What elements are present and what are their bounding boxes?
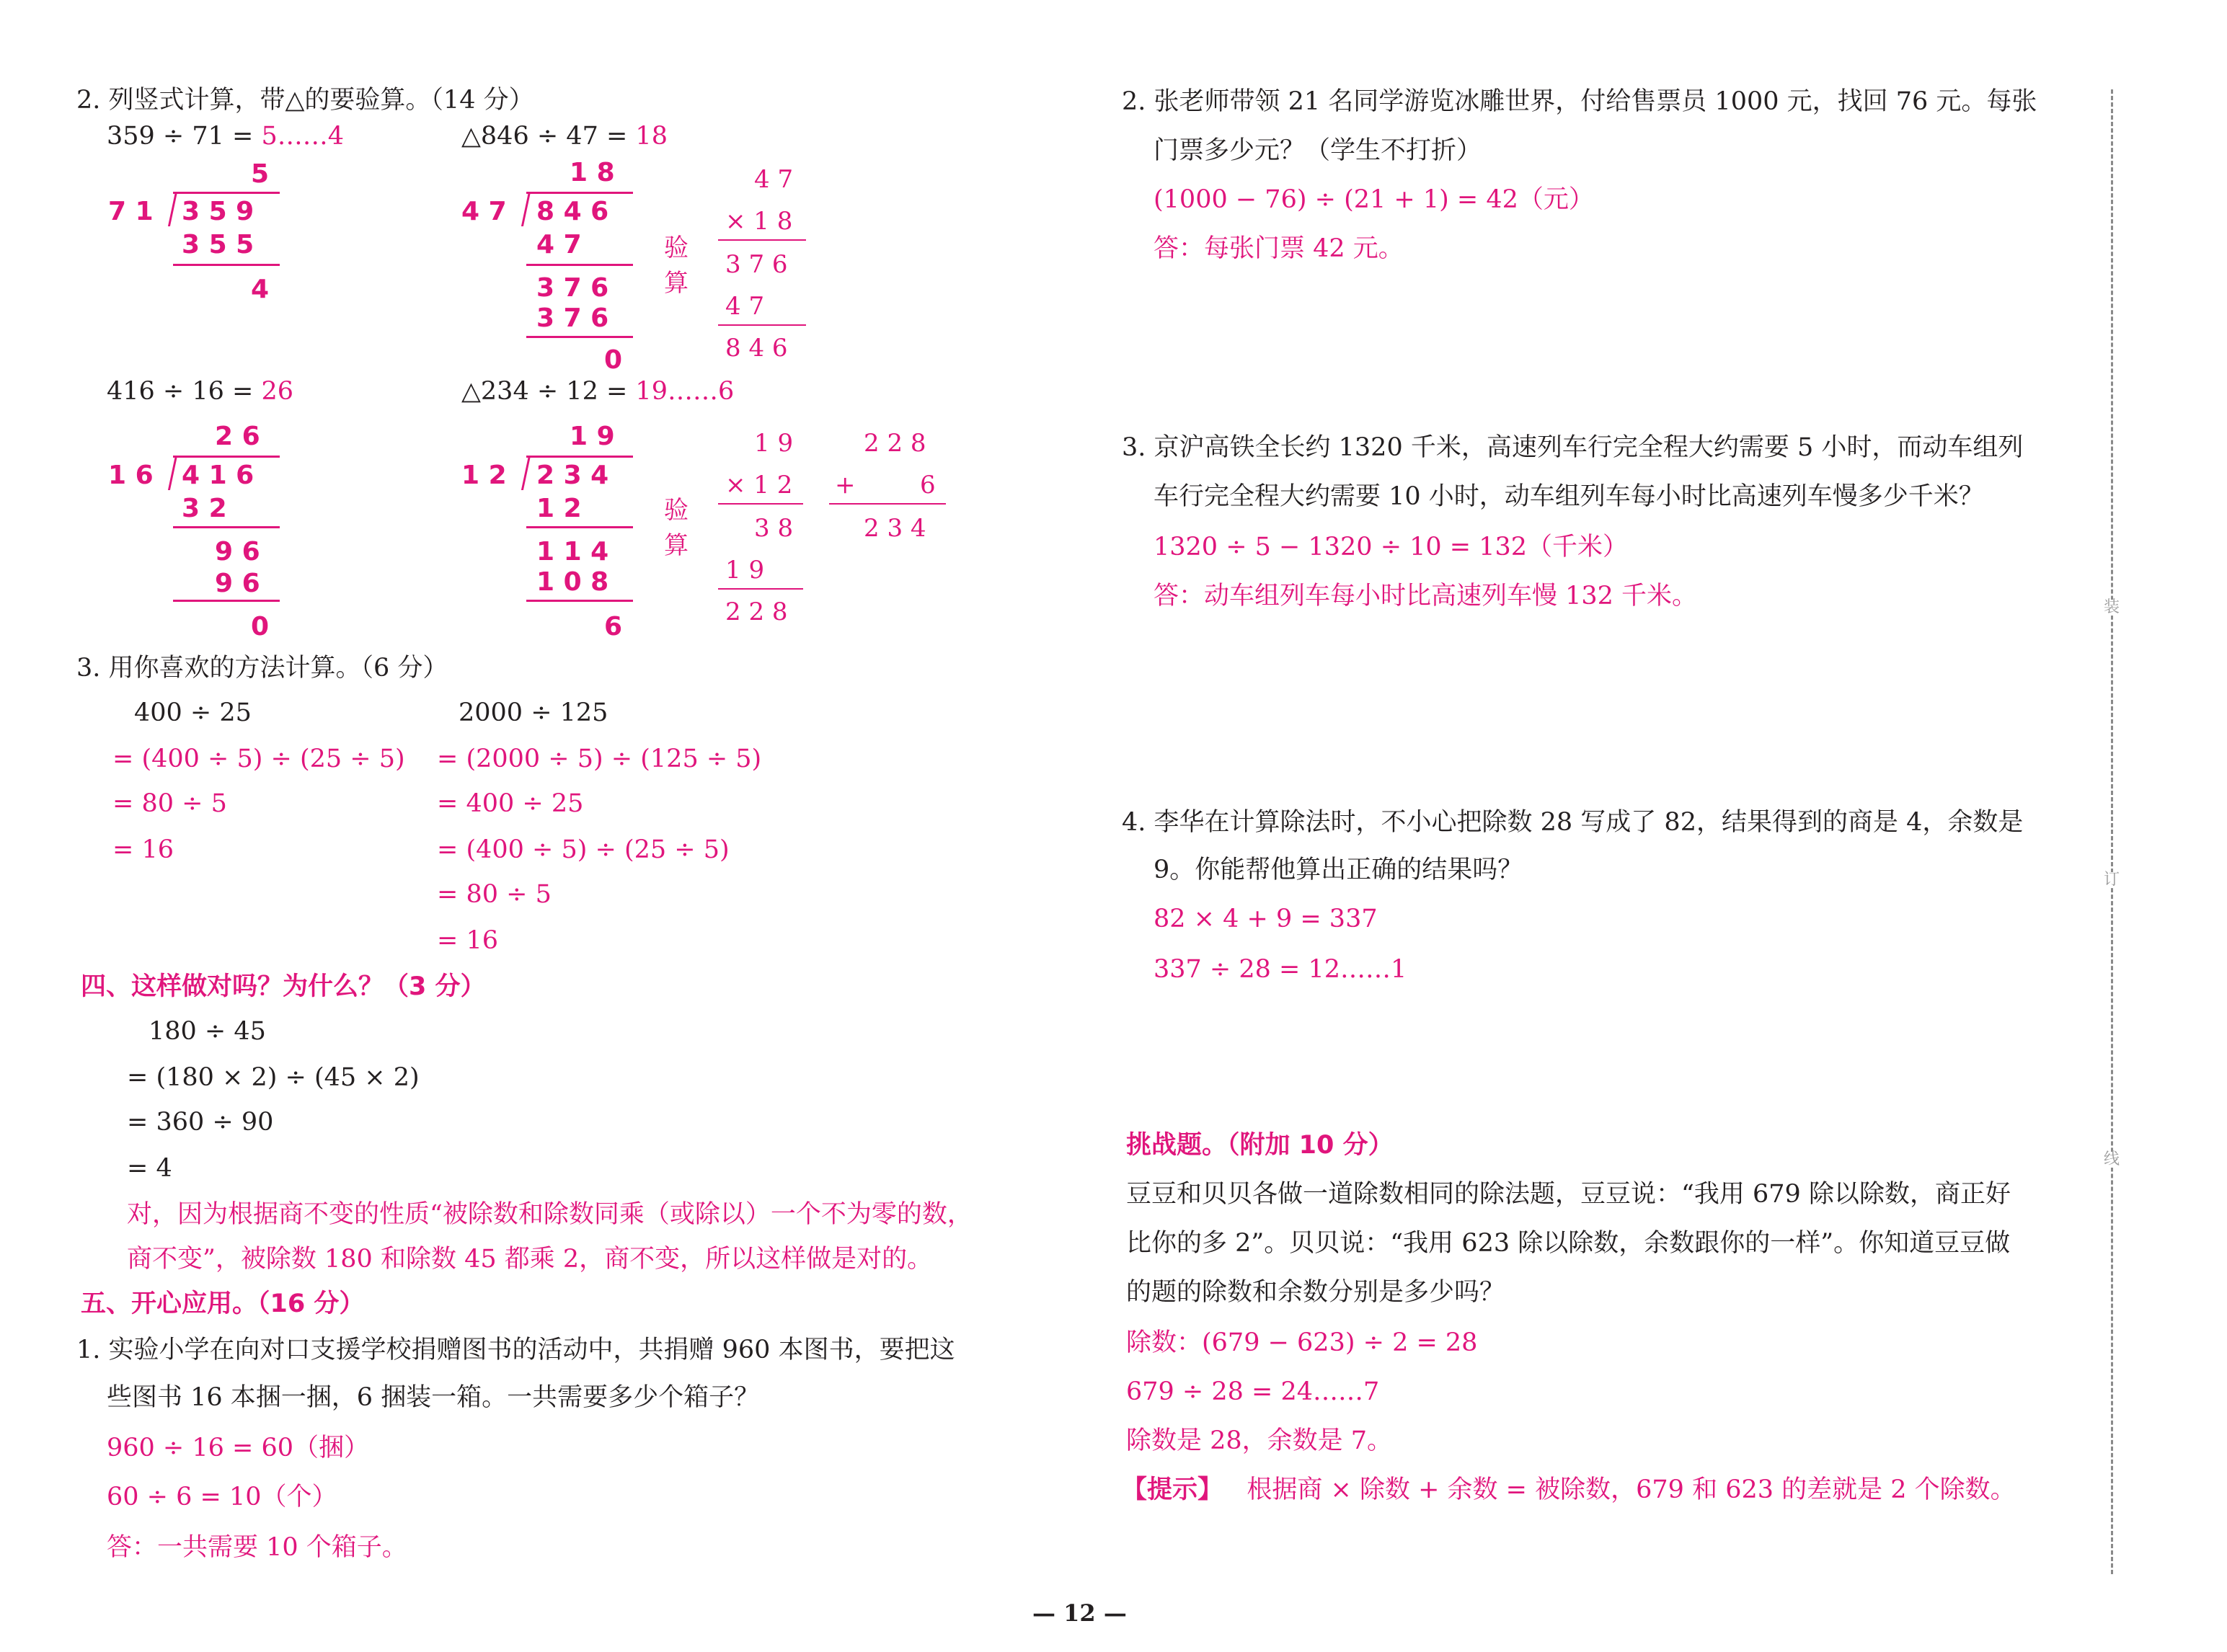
p4-quotient: 1 9 [570,422,615,451]
r-q4-text-1: 4. 李华在计算除法时，不小心把除数 28 写成了 82，结果得到的商是 4，余数是 [1122,808,2024,837]
p4-dividend: 2 3 4 [536,461,609,490]
p3-remainder: 0 [251,612,270,641]
hint-text: 根据商 × 除数 + 余数 = 被除数，679 和 623 的差就是 2 个除数。 [1247,1475,2016,1504]
p3-partial-1: 9 6 [215,537,260,567]
s4-line-4: = 4 [127,1154,172,1183]
challenge-text-3: 的题的除数和余数分别是多少吗？ [1126,1278,1505,1307]
s4-answer-line-2: 商不变”，被除数 180 和除数 45 都乘 2，商不变，所以这样做是对的。 [127,1245,933,1274]
p2-check-label: 验算 [664,234,689,298]
p2-subtrahend-2: 3 7 6 [536,303,609,333]
q3-title: 3. 用你喜欢的方法计算。（6 分） [76,654,448,683]
challenge-title: 挑战题。（附加 10 分） [1126,1131,1394,1160]
p2-answer: 18 [635,122,668,151]
q3-calc-2-expression: 2000 ÷ 125 [459,698,608,727]
s5-q1-text-2: 些图书 16 本捆一捆，6 捆装一箱。一共需要多少个箱子？ [107,1383,760,1412]
p4-bracket-curve [521,456,531,490]
r-q2-answer-2: 答：每张门票 42 元。 [1154,234,1404,263]
r-q3-answer-2: 答：动车组列车每小时比高速列车慢 132 千米。 [1154,582,1698,610]
p1-divisor: 7 1 [108,197,154,226]
page-number: — 12 — [1032,1599,1127,1627]
p2-check-partial-2: 4 7 [725,292,765,321]
p1-expression: 359 ÷ 71 = 5……4 [107,122,345,151]
challenge-answer-3: 除数是 28，余数是 7。 [1126,1426,1393,1455]
p2-check-factor-a: 4 7 [754,165,794,194]
r-q2-text-1: 2. 张老师带领 21 名同学游览冰雕世界，付给售票员 1000 元，找回 76 元。每张 [1122,87,2037,116]
p2-check-product: 8 4 6 [725,334,788,363]
p1-dividend: 3 5 9 [182,197,254,226]
p2-rule-1 [526,264,633,266]
r-q2-answer-1: (1000 − 76) ÷ (21 + 1) = 42（元） [1154,185,1594,214]
s5-q1-answer-1: 960 ÷ 16 = 60（捆） [107,1434,370,1462]
r-q4-answer-2: 337 ÷ 28 = 12……1 [1154,955,1407,984]
p3-divisor: 1 6 [108,461,154,490]
p2-bracket-line [526,192,633,194]
p4-rule-2 [526,600,633,602]
r-q2-text-2: 门票多少元？（学生不打折） [1154,136,1482,165]
p4-check2-addend-b: 6 [920,471,936,499]
s4-line-3: = 360 ÷ 90 [127,1108,274,1137]
p2-divisor: 4 7 [461,197,507,226]
p2-bracket-curve [521,192,531,226]
s4-line-1: 180 ÷ 45 [149,1017,266,1046]
r-q3-answer-1: 1320 ÷ 5 − 1320 ÷ 10 = 132（千米） [1154,533,1629,561]
section-5-title: 五、开心应用。（16 分） [81,1289,365,1318]
p2-subtrahend-1: 4 7 [536,230,582,259]
p4-check2-plus: + [835,471,856,499]
q3-calc-1-step-1: = (400 ÷ 5) ÷ (25 ÷ 5) [112,745,405,773]
p4-check1-rule-1 [718,503,803,505]
p3-quotient: 2 6 [215,422,260,451]
p4-check1-factor-b: × 1 2 [725,471,793,499]
p4-subtrahend-2: 1 0 8 [536,567,609,597]
challenge-answer-1: 除数：(679 − 623) ÷ 2 = 28 [1126,1328,1478,1357]
binding-line [2111,89,2113,1574]
p1-bracket-line [173,192,280,194]
q3-calc-2-step-1: = (2000 ÷ 5) ÷ (125 ÷ 5) [437,745,762,773]
p4-check1-partial-2: 1 9 [725,556,765,585]
p4-answer: 19……6 [635,377,735,406]
p2-remainder: 0 [604,345,623,375]
q2-title: 2. 列竖式计算，带△的要验算。（14 分） [76,86,534,115]
hint-label: 【提示】 [1122,1475,1223,1504]
p4-remainder: 6 [604,612,623,641]
p3-dividend: 4 1 6 [182,461,254,490]
s5-q1-text-1: 1. 实验小学在向对口支援学校捐赠图书的活动中，共捐赠 960 本图书，要把这 [76,1336,955,1364]
p3-answer: 26 [261,377,294,406]
p4-check2-sum: 2 3 4 [864,514,926,543]
challenge-hint [1122,1475,2016,1504]
p4-rule-1 [526,526,633,528]
p4-divisor: 1 2 [461,461,507,490]
r-q3-text-2: 车行完全程大约需要 10 小时，动车组列车每小时比高速列车慢多少千米？ [1154,482,1984,511]
p4-partial-1: 1 1 4 [536,537,609,567]
challenge-answer-2: 679 ÷ 28 = 24……7 [1126,1377,1380,1406]
binding-mark-3: 线 [2104,1150,2120,1168]
s5-q1-answer-3: 答：一共需要 10 个箱子。 [107,1533,407,1562]
p1-remainder: 4 [251,275,270,304]
p4-check-label: 验算 [664,496,689,561]
section-4-title: 四、这样做对吗？为什么？（3 分） [81,972,486,1001]
challenge-text-2: 比你的多 2”。贝贝说：“我用 623 除以除数，余数跟你的一样”。你知道豆豆做 [1126,1229,2011,1258]
p2-dividend: 8 4 6 [536,197,609,226]
p4-check1-factor-a: 1 9 [754,429,794,458]
p1-answer: 5……4 [261,122,345,151]
r-q4-text-2: 9。你能帮他算出正确的结果吗？ [1154,856,1523,884]
binding-mark-1: 装 [2104,598,2120,616]
p3-subtrahend-1: 3 2 [182,494,227,523]
p4-expression: △234 ÷ 12 = 19……6 [461,377,735,406]
s5-q1-answer-2: 60 ÷ 6 = 10（个） [107,1483,337,1511]
p3-rule-1 [173,526,280,528]
p1-quotient: 5 [251,159,270,189]
q3-calc-1-expression: 400 ÷ 25 [134,698,252,727]
p4-check2-rule [829,503,946,505]
p3-rule-2 [173,600,280,602]
p2-quotient: 1 8 [570,158,615,187]
r-q3-text-1: 3. 京沪高铁全长约 1320 千米，高速列车行完全程大约需要 5 小时，而动车组列 [1122,433,2024,462]
q3-calc-1-step-3: = 16 [112,835,174,864]
p3-expression: 416 ÷ 16 = 26 [107,377,294,406]
q3-calc-2-step-3: = (400 ÷ 5) ÷ (25 ÷ 5) [437,835,730,864]
p2-check-partial-1: 3 7 6 [725,250,788,279]
challenge-text-1: 豆豆和贝贝各做一道除数相同的除法题，豆豆说：“我用 679 除以除数，商正好 [1126,1180,2011,1209]
p2-check-rule-1 [718,239,806,241]
p2-expression: △846 ÷ 47 = 18 [461,122,668,151]
p1-rule [173,264,280,266]
p3-bracket-line [173,456,280,458]
binding-mark-2: 订 [2104,871,2120,889]
p3-bracket-curve [168,456,177,490]
p4-subtrahend-1: 1 2 [536,494,582,523]
s4-line-2: = (180 × 2) ÷ (45 × 2) [127,1063,420,1092]
p4-check1-product: 2 2 8 [725,598,788,626]
q3-calc-1-step-2: = 80 ÷ 5 [112,789,227,818]
p3-subtrahend-2: 9 6 [215,569,260,598]
s4-answer-line-1: 对，因为根据商不变的性质“被除数和除数同乘（或除以）一个不为零的数， [127,1200,973,1229]
r-q4-answer-1: 82 × 4 + 9 = 337 [1154,905,1378,933]
q3-calc-2-step-5: = 16 [437,926,498,955]
p4-check1-rule-2 [718,588,803,590]
q3-calc-2-step-4: = 80 ÷ 5 [437,880,552,909]
p4-bracket-line [526,456,633,458]
p2-check-factor-b: × 1 8 [725,207,793,236]
p2-partial-1: 3 7 6 [536,273,609,303]
q3-calc-2-step-2: = 400 ÷ 25 [437,789,584,818]
p4-check1-partial-1: 3 8 [754,514,794,543]
p1-bracket-curve [168,192,177,226]
p4-check2-addend-a: 2 2 8 [864,429,926,458]
p2-check-rule-2 [718,324,806,326]
p1-subtrahend: 3 5 5 [182,230,254,259]
p2-rule-2 [526,336,633,338]
